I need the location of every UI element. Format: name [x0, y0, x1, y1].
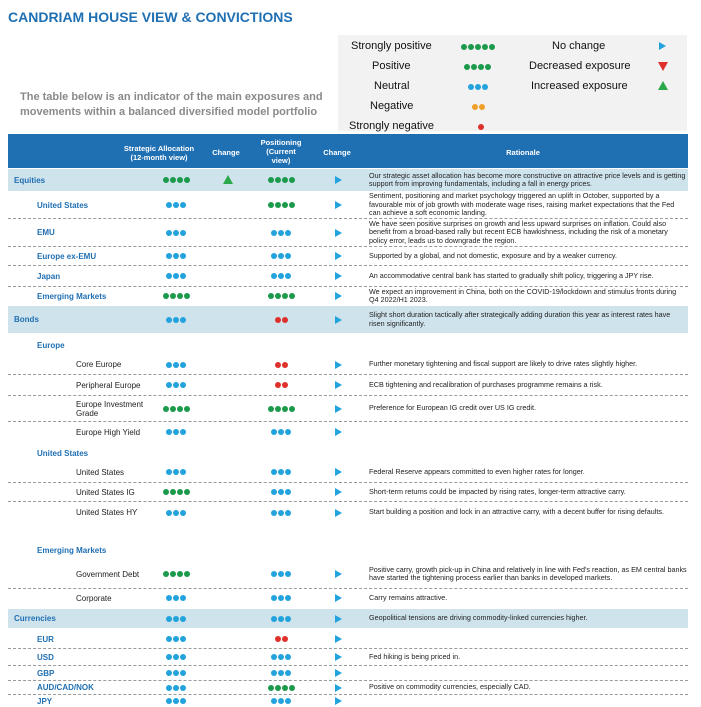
row-label: Emerging Markets — [37, 545, 107, 555]
table-row — [8, 219, 688, 247]
conviction-dot — [271, 616, 277, 622]
conviction-dot — [166, 429, 172, 435]
strategic-dots — [166, 251, 186, 261]
table-row — [8, 169, 688, 191]
table-row — [8, 192, 688, 219]
conviction-dot — [289, 685, 295, 691]
conviction-dot — [180, 685, 186, 691]
strategic-dots — [163, 291, 190, 301]
positioning-change-no-change-arrow-icon — [335, 570, 342, 578]
conviction-dot — [285, 670, 291, 676]
strategic-dots — [166, 696, 186, 706]
conviction-dot — [282, 362, 288, 368]
conviction-dot — [271, 510, 277, 516]
conviction-dot — [166, 698, 172, 704]
conviction-dot — [180, 230, 186, 236]
positioning-dots — [268, 404, 295, 414]
strategic-dots — [163, 487, 190, 497]
rationale-text: Supported by a global, and not domestic, exposure and by a weaker currency. — [369, 251, 617, 260]
table-row — [8, 338, 688, 352]
increased-triangle-icon — [658, 81, 668, 90]
conviction-dot — [271, 273, 277, 279]
conviction-dot — [275, 177, 281, 183]
positioning-dots — [271, 593, 291, 603]
strategic-dots — [163, 175, 190, 185]
conviction-dot — [271, 469, 277, 475]
row-label: United States HY — [76, 508, 138, 517]
row-label: Government Debt — [76, 569, 140, 579]
conviction-dot — [166, 362, 172, 368]
conviction-dot — [173, 636, 179, 642]
row-label: GBP — [37, 668, 55, 678]
conviction-dot — [173, 469, 179, 475]
conviction-dot — [180, 510, 186, 516]
conviction-dot — [285, 230, 291, 236]
conviction-dot — [285, 253, 291, 259]
conviction-dot — [173, 273, 179, 279]
positioning-dots — [268, 291, 295, 301]
conviction-dot — [285, 510, 291, 516]
row-label: Europe — [37, 340, 65, 350]
conviction-dot — [282, 202, 288, 208]
rationale-text: Preference for European IG credit over US IG credit. — [369, 404, 536, 412]
table-row — [8, 266, 688, 287]
conviction-dot — [166, 595, 172, 601]
table-row — [8, 560, 688, 589]
table-row — [8, 609, 688, 628]
conviction-dot — [166, 230, 172, 236]
positioning-change-no-change-arrow-icon — [335, 488, 342, 496]
conviction-dot — [271, 230, 277, 236]
legend — [338, 35, 687, 131]
conviction-dot — [166, 253, 172, 259]
conviction-dot — [278, 469, 284, 475]
legend-positive: Positive — [372, 60, 411, 72]
conviction-dot — [275, 317, 281, 323]
table-row — [8, 375, 688, 396]
conviction-dot — [180, 595, 186, 601]
conviction-dot — [177, 406, 183, 412]
rationale-text: Carry remains attractive. — [369, 593, 448, 602]
positioning-change-no-change-arrow-icon — [335, 428, 342, 436]
positioning-dots — [275, 315, 288, 325]
conviction-dot — [180, 362, 186, 368]
conviction-dot — [166, 382, 172, 388]
table-row — [8, 462, 688, 483]
conviction-dot — [170, 406, 176, 412]
conviction-dot — [268, 293, 274, 299]
conviction-dot — [268, 685, 274, 691]
conviction-dot — [184, 489, 190, 495]
strategic-dots — [166, 614, 186, 624]
conviction-dot — [180, 382, 186, 388]
conviction-dot — [289, 293, 295, 299]
conviction-dot — [285, 469, 291, 475]
header-strategic: Strategic Allocation (12-month view) — [123, 144, 195, 162]
positioning-change-no-change-arrow-icon — [335, 176, 342, 184]
strategic-dots — [163, 404, 190, 414]
rationale-text: Slight short duration tactically after strategically adding duration this year as interest rates have risen significantly. — [369, 311, 671, 328]
conviction-dot — [177, 571, 183, 577]
positioning-dots — [271, 614, 291, 624]
table-row — [8, 247, 688, 266]
positioning-dots — [271, 508, 291, 518]
conviction-dot — [278, 670, 284, 676]
legend-dots-strongly-negative — [478, 121, 484, 133]
row-label: Peripheral Europe — [76, 380, 141, 390]
conviction-dot — [166, 317, 172, 323]
positioning-change-no-change-arrow-icon — [335, 635, 342, 643]
conviction-dot — [177, 293, 183, 299]
header-change-1: Change — [212, 148, 240, 157]
conviction-dot — [173, 382, 179, 388]
conviction-dot — [180, 698, 186, 704]
conviction-dot — [177, 489, 183, 495]
positioning-dots — [271, 487, 291, 497]
positioning-change-no-change-arrow-icon — [335, 201, 342, 209]
conviction-dot — [180, 636, 186, 642]
rationale-text: Further monetary tightening and fiscal support are likely to drive rates slightly higher. — [369, 360, 638, 368]
conviction-dot — [173, 670, 179, 676]
conviction-dot — [163, 489, 169, 495]
header-rationale: Rationale — [506, 148, 540, 157]
rationale-text: We have seen positive surprises on growth and less upward surprises on inflation. Could also benefit from a broad-based rally but recent ECB hawkishness, including the risk of a monetary policy error, leads us to downgrade the region. — [369, 219, 668, 245]
strategic-dots — [166, 652, 186, 662]
conviction-dot — [289, 177, 295, 183]
conviction-dot — [275, 685, 281, 691]
table-row — [8, 649, 688, 666]
conviction-dot — [180, 429, 186, 435]
conviction-dot — [289, 202, 295, 208]
positioning-dots — [268, 175, 295, 185]
positioning-dots — [271, 228, 291, 238]
positioning-dots — [271, 569, 291, 579]
legend-negative: Negative — [370, 100, 414, 112]
conviction-dot — [271, 670, 277, 676]
conviction-dot — [282, 177, 288, 183]
rationale-text: Geopolitical tensions are driving commodity-linked currencies higher. — [369, 614, 588, 622]
rationale-text: ECB tightening and recalibration of purchases programme remains a risk. — [369, 380, 603, 389]
strategic-dots — [166, 593, 186, 603]
table-row — [8, 666, 688, 681]
decreased-triangle-icon — [658, 62, 668, 71]
conviction-dot — [278, 654, 284, 660]
row-label: EUR — [37, 634, 54, 644]
strategic-dots — [166, 668, 186, 678]
conviction-dot — [278, 595, 284, 601]
positioning-dots — [268, 200, 295, 210]
strategic-change-increased-triangle-icon — [223, 175, 233, 184]
no-change-arrow-icon — [659, 42, 666, 50]
strategic-dots — [166, 467, 186, 477]
conviction-dot — [285, 429, 291, 435]
conviction-dot — [278, 230, 284, 236]
row-label: AUD/CAD/NOK — [37, 683, 94, 692]
strategic-dots — [166, 200, 186, 210]
rationale-text: Federal Reserve appears committed to even higher rates for longer. — [369, 467, 585, 476]
table-row — [8, 355, 688, 375]
table-row — [8, 681, 688, 695]
conviction-dot — [268, 177, 274, 183]
conviction-dot — [275, 362, 281, 368]
conviction-dot — [173, 230, 179, 236]
conviction-dot — [184, 293, 190, 299]
positioning-dots — [271, 251, 291, 261]
conviction-dot — [285, 273, 291, 279]
conviction-dot — [173, 698, 179, 704]
conviction-dot — [278, 698, 284, 704]
positioning-change-no-change-arrow-icon — [335, 594, 342, 602]
strategic-dots — [166, 271, 186, 281]
conviction-dot — [275, 382, 281, 388]
conviction-dot — [166, 510, 172, 516]
positioning-change-no-change-arrow-icon — [335, 316, 342, 324]
conviction-dot — [163, 571, 169, 577]
conviction-dot — [275, 406, 281, 412]
legend-neutral: Neutral — [374, 80, 410, 92]
conviction-dot — [271, 698, 277, 704]
conviction-dot — [166, 636, 172, 642]
row-label: Bonds — [14, 315, 39, 324]
conviction-dot — [282, 685, 288, 691]
positioning-change-no-change-arrow-icon — [335, 653, 342, 661]
header-change-2: Change — [323, 148, 351, 157]
row-label: Europe ex-EMU — [37, 251, 97, 261]
table-row — [8, 446, 688, 460]
conviction-dot — [173, 202, 179, 208]
rationale-text: Our strategic asset allocation has become more constructive on attractive price levels and is getting support from improving fundamentals, including a fall in energy prices. — [369, 171, 686, 188]
conviction-dot — [278, 489, 284, 495]
conviction-dot — [282, 636, 288, 642]
strategic-dots — [163, 569, 190, 579]
conviction-dot — [282, 406, 288, 412]
conviction-dot — [173, 362, 179, 368]
table-header — [8, 134, 688, 168]
conviction-dot — [275, 202, 281, 208]
legend-dots-neutral — [468, 81, 488, 93]
strategic-dots — [166, 634, 186, 644]
row-label: EMU — [37, 228, 55, 237]
strategic-dots — [166, 427, 186, 437]
conviction-dot — [166, 685, 172, 691]
conviction-dot — [289, 406, 295, 412]
positioning-change-no-change-arrow-icon — [335, 292, 342, 300]
legend-decreased: Decreased exposure — [529, 60, 631, 72]
table-row — [8, 589, 688, 607]
conviction-dot — [275, 636, 281, 642]
conviction-dot — [282, 317, 288, 323]
table-row — [8, 287, 688, 305]
conviction-dot — [184, 177, 190, 183]
conviction-dot — [268, 202, 274, 208]
conviction-dot — [163, 293, 169, 299]
table-row — [8, 422, 688, 442]
conviction-dot — [173, 429, 179, 435]
strategic-dots — [166, 360, 186, 370]
conviction-dot — [180, 654, 186, 660]
conviction-dot — [180, 670, 186, 676]
conviction-dot — [278, 571, 284, 577]
conviction-dot — [184, 571, 190, 577]
conviction-dot — [285, 616, 291, 622]
table-row — [8, 695, 688, 707]
conviction-dot — [166, 202, 172, 208]
conviction-dot — [180, 273, 186, 279]
strategic-dots — [166, 683, 186, 693]
positioning-change-no-change-arrow-icon — [335, 509, 342, 517]
positioning-change-no-change-arrow-icon — [335, 381, 342, 389]
conviction-dot — [173, 253, 179, 259]
conviction-dot — [177, 177, 183, 183]
intro-text: The table below is an indicator of the main exposures and movements within a balanced diversified model portfolio — [20, 91, 323, 118]
strategic-dots — [166, 380, 186, 390]
conviction-dot — [271, 654, 277, 660]
conviction-dot — [166, 616, 172, 622]
rationale-text: Start building a position and lock in an attractive carry, with a decent buffer for rising defaults. — [369, 508, 664, 516]
conviction-dot — [180, 253, 186, 259]
row-label: Equities — [14, 175, 46, 185]
strategic-dots — [166, 315, 186, 325]
positioning-dots — [271, 271, 291, 281]
conviction-dot — [180, 616, 186, 622]
positioning-change-no-change-arrow-icon — [335, 684, 342, 692]
row-label: Core Europe — [76, 360, 122, 369]
conviction-dot — [285, 654, 291, 660]
rationale-text: Positive carry, growth pick-up in China and relatively in line with Fed's reaction, as EM central banks have started the tightening process earlier than banks in developed markets. — [369, 565, 687, 582]
positioning-change-no-change-arrow-icon — [335, 272, 342, 280]
conviction-dot — [180, 469, 186, 475]
rationale-text: Fed hiking is being priced in. — [369, 652, 461, 661]
row-label: United States — [37, 200, 89, 210]
positioning-dots — [275, 634, 288, 644]
table-row — [8, 630, 688, 649]
conviction-dot — [282, 382, 288, 388]
rationale-text: We expect an improvement in China, both on the COVID-19/lockdown and stimulus fronts during Q4 2022/H1 2023. — [369, 287, 677, 304]
positioning-change-no-change-arrow-icon — [335, 615, 342, 623]
row-label: Corporate — [76, 593, 112, 603]
positioning-change-no-change-arrow-icon — [335, 252, 342, 260]
positioning-dots — [275, 360, 288, 370]
row-label: Europe High Yield — [76, 427, 141, 437]
positioning-change-no-change-arrow-icon — [335, 697, 342, 705]
conviction-dot — [285, 571, 291, 577]
conviction-dot — [180, 317, 186, 323]
row-label: Emerging Markets — [37, 291, 107, 301]
conviction-dot — [166, 670, 172, 676]
conviction-dot — [173, 654, 179, 660]
conviction-dot — [166, 273, 172, 279]
conviction-dot — [271, 429, 277, 435]
rationale-text: Positive on commodity currencies, especially CAD. — [369, 683, 531, 691]
row-label: Currencies — [14, 614, 56, 623]
header-positioning: Positioning (Current view) — [260, 138, 302, 165]
row-label: United States IG — [76, 487, 135, 497]
positioning-dots — [271, 652, 291, 662]
positioning-change-no-change-arrow-icon — [335, 405, 342, 413]
positioning-change-no-change-arrow-icon — [335, 361, 342, 369]
conviction-dot — [271, 595, 277, 601]
conviction-dot — [278, 616, 284, 622]
conviction-dot — [173, 685, 179, 691]
positioning-dots — [271, 467, 291, 477]
rationale-text: Sentiment, positioning and market psychology triggered an uplift in October, supported by a favourable mix of job growth with moderate wage rises, raising market expectations that the Fed can achieve a soft economic landing. — [369, 192, 675, 217]
conviction-dot — [275, 293, 281, 299]
strategic-dots — [166, 228, 186, 238]
table-row — [8, 543, 688, 557]
positioning-dots — [271, 668, 291, 678]
positioning-change-no-change-arrow-icon — [335, 229, 342, 237]
conviction-dot — [278, 273, 284, 279]
table-row — [8, 483, 688, 502]
legend-no-change: No change — [552, 40, 606, 52]
row-label: Japan — [37, 271, 61, 281]
legend-dots-strongly-positive — [461, 41, 495, 53]
table-row — [8, 396, 688, 422]
conviction-dot — [184, 406, 190, 412]
conviction-dot — [278, 510, 284, 516]
row-label: Europe Investment Grade — [76, 399, 144, 418]
conviction-dot — [170, 293, 176, 299]
conviction-dot — [271, 571, 277, 577]
legend-strongly-positive: Strongly positive — [351, 40, 432, 52]
conviction-dot — [173, 616, 179, 622]
row-label: United States — [37, 448, 89, 458]
conviction-dot — [166, 654, 172, 660]
positioning-dots — [271, 696, 291, 706]
conviction-dot — [278, 253, 284, 259]
page-title: CANDRIAM HOUSE VIEW & CONVICTIONS — [8, 9, 293, 25]
table-row — [8, 306, 688, 333]
conviction-dot — [268, 406, 274, 412]
legend-dots-negative — [472, 101, 485, 113]
positioning-change-no-change-arrow-icon — [335, 669, 342, 677]
conviction-dot — [180, 202, 186, 208]
conviction-dot — [163, 177, 169, 183]
row-label: United States — [76, 467, 125, 477]
legend-dots-positive — [464, 61, 491, 73]
legend-increased: Increased exposure — [531, 80, 628, 92]
conviction-dot — [285, 698, 291, 704]
legend-strongly-negative: Strongly negative — [349, 120, 434, 132]
conviction-dot — [285, 595, 291, 601]
positioning-dots — [268, 683, 295, 693]
conviction-dot — [278, 429, 284, 435]
conviction-dot — [173, 317, 179, 323]
conviction-dot — [166, 469, 172, 475]
row-label: USD — [37, 652, 54, 662]
positioning-change-no-change-arrow-icon — [335, 468, 342, 476]
conviction-dot — [170, 489, 176, 495]
table-row — [8, 502, 688, 523]
row-label: JPY — [37, 696, 53, 706]
rationale-text: An accommodative central bank has started to gradually shift policy, triggering a JPY rise. — [369, 271, 654, 280]
conviction-dot — [282, 293, 288, 299]
conviction-dot — [173, 510, 179, 516]
conviction-dot — [163, 406, 169, 412]
conviction-dot — [285, 489, 291, 495]
rationale-text: Short-term returns could be impacted by rising rates, longer-term attractive carry. — [369, 487, 626, 496]
conviction-dot — [271, 489, 277, 495]
conviction-dot — [271, 253, 277, 259]
strategic-dots — [166, 508, 186, 518]
positioning-dots — [271, 427, 291, 437]
positioning-dots — [275, 380, 288, 390]
conviction-dot — [170, 571, 176, 577]
conviction-dot — [170, 177, 176, 183]
conviction-dot — [173, 595, 179, 601]
